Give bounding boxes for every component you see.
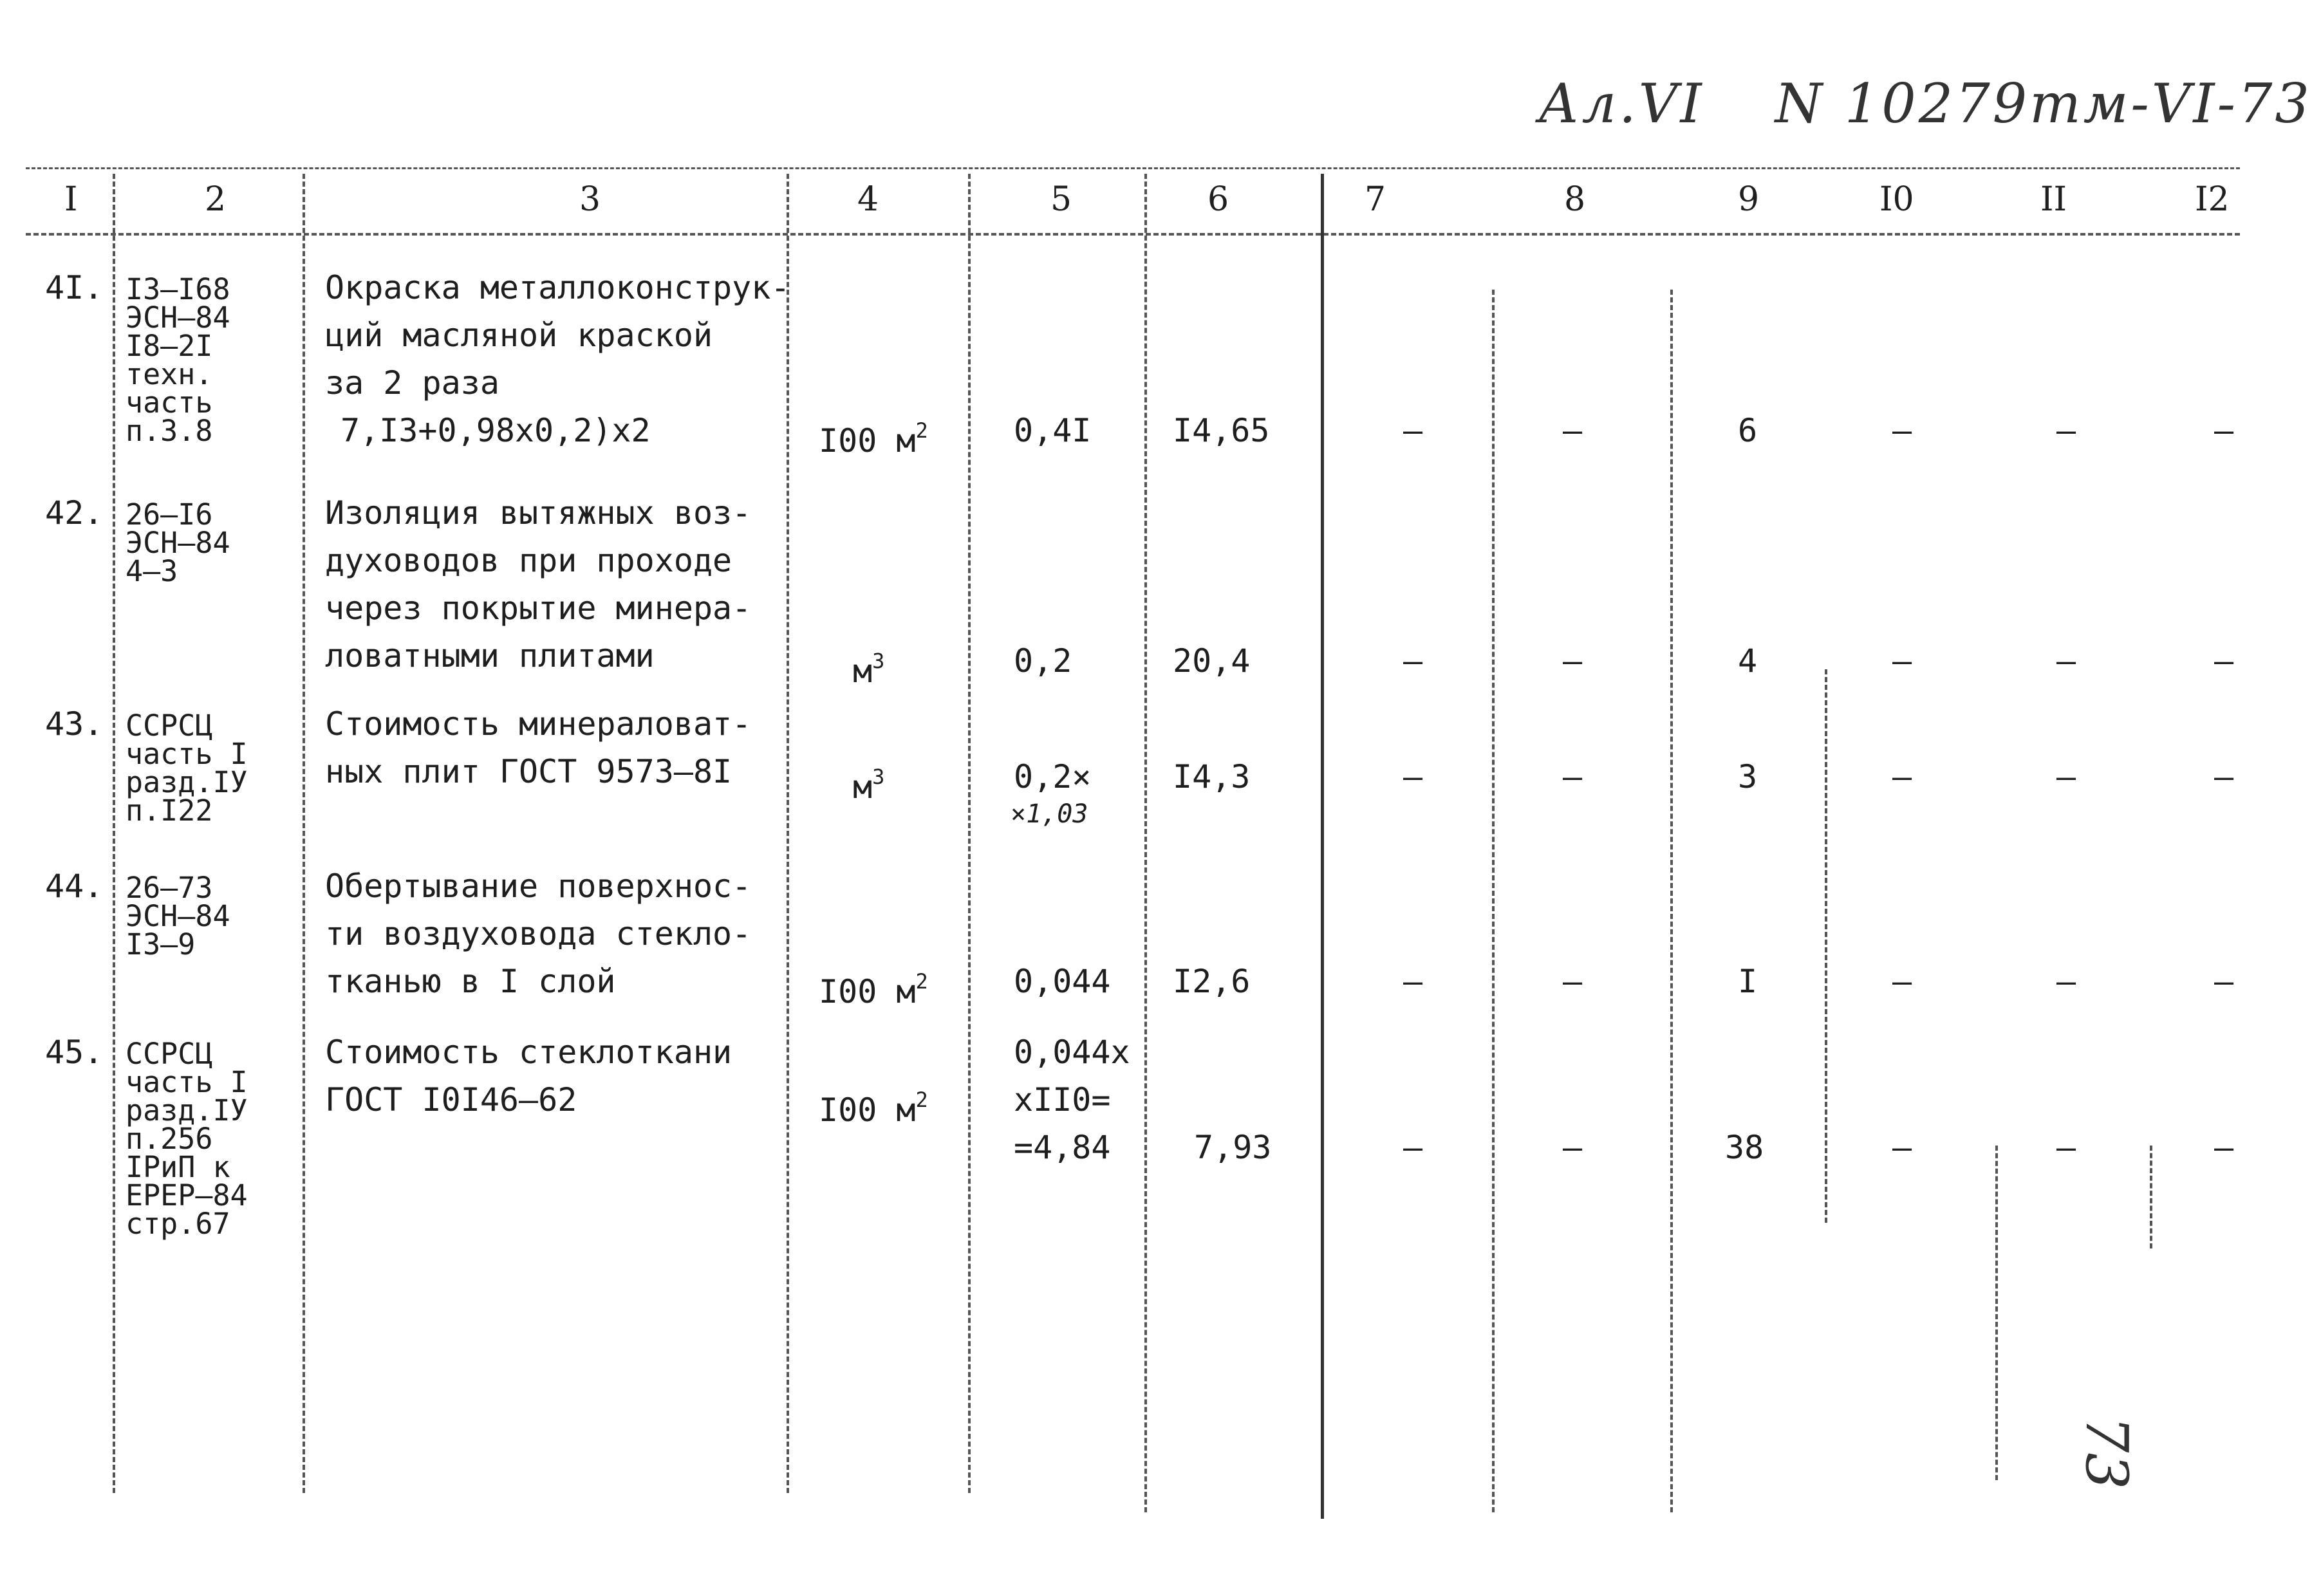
col-header-12: I2 [2195,180,2230,219]
col-divider-4 [968,174,971,1493]
row-description: Изоляция вытяжных воз- духоводов при проходе через покрытие минера- ловатными плитами [325,494,752,674]
row-col12: – [2214,963,2234,1000]
row-col10: – [1892,963,1912,1000]
row-col7: – [1403,963,1423,1000]
row-col10: – [1892,412,1912,449]
col-divider-5 [1144,174,1147,1512]
row-col8: – [1563,758,1583,795]
col-divider-10 [1995,1146,1998,1480]
col-divider-1 [113,174,115,1493]
row-unit: $м^3$ [853,649,885,690]
row-col11: – [2056,642,2076,680]
row-unit: I00 $м^2$ [819,418,928,459]
row-col7: – [1403,1129,1423,1166]
row-number: 44. [45,868,104,905]
row-col10: – [1892,1129,1912,1166]
annotation-right: N 10279тм-VI-73 [1775,72,2312,135]
page-number: 73 [2073,1416,2140,1490]
row-col12: – [2214,758,2234,795]
row-description: Стоимость стеклоткани ГОСТ I0I46–62 [325,1034,732,1118]
col-header-7: 7 [1365,180,1386,219]
row-col12: – [2214,642,2234,680]
row-col10: – [1892,758,1912,795]
col-divider-11 [2150,1146,2152,1248]
row-col12: – [2214,1129,2234,1166]
row-code: ССРСЦ часть I разд.IУ п.I22 [126,709,248,828]
header-bottom-rule [26,233,2240,236]
row-col9: 6 [1738,412,1758,449]
row-price: I4,3 [1173,758,1251,795]
row-col8: – [1563,642,1583,680]
col-divider-9 [1825,669,1827,1223]
col-divider-8 [1670,290,1673,1512]
row-number: 43. [45,705,104,743]
handwritten-annotation [1538,72,2312,135]
col-header-8: 8 [1564,180,1586,219]
row-quantity-note: ×1,03 [1011,799,1088,829]
row-quantity: 0,2× [1014,758,1092,795]
col-header-5: 5 [1050,180,1072,219]
col-header-4: 4 [857,180,879,219]
row-code: 26–I6 ЭСН–84 4–3 [126,497,230,588]
col-header-10: I0 [1879,180,1914,219]
row-col9: 4 [1738,642,1758,680]
col-header-1: I [64,180,78,219]
row-description: Стоимость минераловат- ных плит ГОСТ 9573–8I [325,705,752,790]
row-col12: – [2214,412,2234,449]
row-description: Обертывание поверхнос- ти воздуховода стекло- тканью в I слой [325,868,752,1000]
row-code: ССРСЦ часть I разд.IУ п.256 IРиП к ЕРЕР–84 стр.67 [126,1037,248,1241]
col-header-3: 3 [579,180,601,219]
row-col8: – [1563,1129,1583,1166]
row-quantity: 0,044 [1014,963,1111,1000]
col-divider-7 [1492,290,1495,1512]
row-col8: – [1563,412,1583,449]
col-header-9: 9 [1738,180,1760,219]
row-description: Окраска металлоконструк- ций масляной краской за 2 раза 7,I3+0,98х0,2)х2 [325,269,790,449]
row-price: I4,65 [1173,412,1270,449]
col-header-6: 6 [1207,180,1229,219]
row-number: 4I. [45,269,104,306]
annotation-left: Ал.VI [1538,72,1704,135]
col-header-2: 2 [205,180,227,219]
row-col9: 3 [1738,758,1758,795]
row-col11: – [2056,758,2076,795]
row-unit: I00 $м^2$ [819,1088,928,1129]
row-quantity: 0,2 [1014,642,1072,680]
row-col10: – [1892,642,1912,680]
row-col11: – [2056,963,2076,1000]
row-col11: – [2056,412,2076,449]
row-price: I2,6 [1173,963,1251,1000]
row-unit: I00 $м^2$ [819,969,928,1010]
row-code: I3–I68 ЭСН–84 I8–2I техн. часть п.3.8 [126,272,230,448]
row-price: 7,93 [1194,1129,1272,1166]
row-col9: 38 [1725,1129,1764,1166]
row-col11: – [2056,1129,2076,1166]
row-number: 45. [45,1034,104,1071]
row-col7: – [1403,758,1423,795]
row-unit: $м^3$ [853,765,885,806]
header-rule [26,167,2240,169]
row-col7: – [1403,412,1423,449]
row-col7: – [1403,642,1423,680]
col-divider-6 [1321,174,1324,1519]
row-col9: I [1738,963,1758,1000]
row-code: 26–73 ЭСН–84 I3–9 [126,871,230,961]
row-price: 20,4 [1173,642,1251,680]
row-quantity: 0,044х хII0= =4,84 [1014,1034,1130,1166]
row-quantity: 0,4I [1014,412,1092,449]
row-col8: – [1563,963,1583,1000]
col-header-11: II [2040,180,2067,219]
col-divider-2 [303,174,305,1493]
row-number: 42. [45,494,104,532]
